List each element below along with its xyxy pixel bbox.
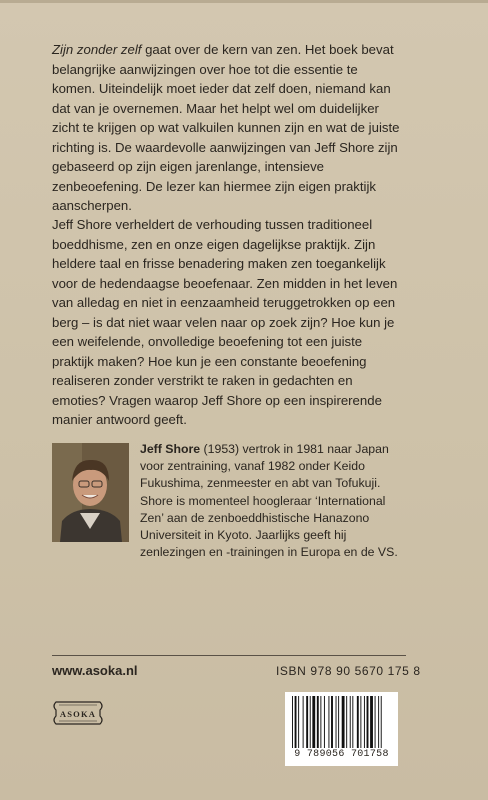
asoka-logo xyxy=(52,698,104,728)
author-photo xyxy=(52,443,129,542)
barcode-number: 9 789056 701758 xyxy=(294,749,389,760)
author-name: Jeff Shore xyxy=(140,442,201,456)
barcode xyxy=(285,692,398,766)
svg-text:ASOKA: ASOKA xyxy=(59,709,97,719)
isbn: ISBN 978 90 5670 175 8 xyxy=(276,664,421,678)
publisher-website: www.asoka.nl xyxy=(52,663,138,678)
top-edge xyxy=(0,0,488,3)
author-bio xyxy=(140,441,405,561)
barcode-bars xyxy=(291,696,392,748)
description-paragraph-2: Jeff Shore verheldert de verhouding tussen traditioneel boeddhisme, zen en onze eigen dagelijkse praktijk. Zijn heldere taal en frisse benadering maken zen toegankelijk voor de hedendaagse beoefenaar. Zen midden in het leven van alledag en niet in eenzaamheid teruggetrokken op een berg – is dat niet waar velen naar op zoek zijn? Hoe kun je een weifelende, onvolledige beoefening tot een juiste praktijk maken? Hoe kun je een constante beoefening realiseren zonder verstrikt te raken in gedachten en emoties? Vragen waarop Jeff Shore op een inspirerende manier antwoord geeft. xyxy=(52,217,398,427)
footer-divider xyxy=(52,655,406,656)
description-paragraph-1 xyxy=(52,40,402,216)
author-bio-text: (1953) vertrok in 1981 naar Japan voor zentraining, vanaf 1982 onder Keido Fukushima, zenmeester en abt van Tofukuji. Shore is momenteel hoogleraar ‘International Zen’ aan de zenboeddhistische Hanazono Universiteit in Kyoto. Jaarlijks geeft hij zenlezingen en -trainingen in Europa en de VS. xyxy=(140,442,398,560)
book-title-italic: Zijn zonder zelf xyxy=(52,42,142,57)
description-text-1: gaat over de kern van zen. Het boek bevat belangrijke aanwijzingen over hoe tot die essentie te komen. Uiteindelijk moet ieder dat zelf doen, niemand kan dat van je overnemen. Maar het helpt wel om duidelijker zicht te krijgen op wat valkuilen kunnen zijn en wat de juiste richting is. De waardevolle aanwijzingen van Jeff Shore zijn gebaseerd op zijn eigen jarenlange, intensieve zenbeoefening. De lezer kan hiermee zijn eigen praktijk aanscherpen. xyxy=(52,42,400,213)
